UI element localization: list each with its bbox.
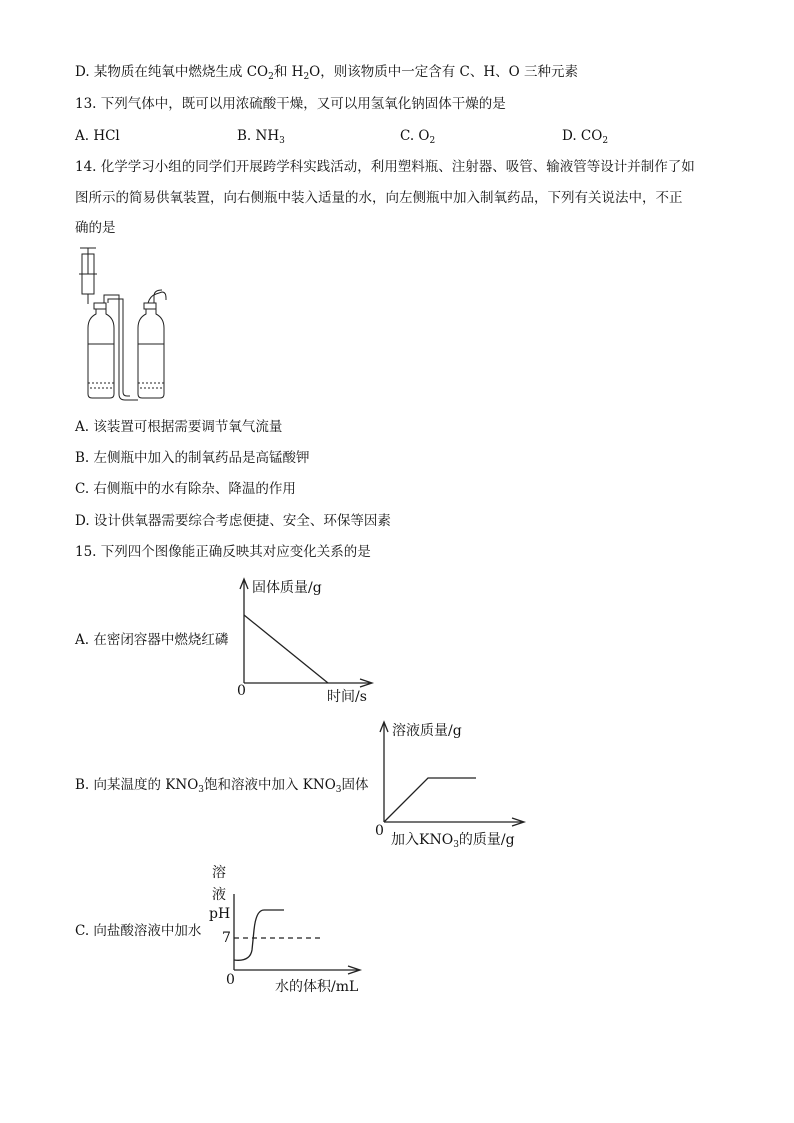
q13-option-d-text: D. CO (562, 128, 603, 144)
right-bottle (130, 292, 166, 400)
graph-c-x-label: 水的体积/mL (275, 979, 359, 995)
q15-option-b-label (75, 776, 369, 799)
q13-option-b (237, 127, 285, 150)
q13-option-c-text: C. O (400, 128, 430, 144)
q13-option-a: A. HCl (75, 128, 120, 144)
subscript: 3 (279, 136, 285, 146)
q14-option-b: B. 左侧瓶中加入的制氧药品是高锰酸钾 (75, 450, 310, 466)
q15-option-a-label: A. 在密闭容器中燃烧红磷 (75, 632, 229, 648)
graph-b-y-label: 溶液质量/g (392, 723, 462, 739)
graph-c-y-label-3: pH (209, 906, 231, 922)
graph-c-origin: 0 (226, 972, 235, 988)
q14-option-c: C. 右侧瓶中的水有除杂、降温的作用 (75, 481, 296, 497)
q15-option-b-text-3: 固体 (341, 777, 369, 793)
graph-b-x-label-text-1: 加入KNO (391, 832, 454, 848)
graph-b-origin: 0 (375, 823, 384, 839)
graph-a-x-label: 时间/s (327, 689, 367, 705)
graph-a-origin: 0 (237, 683, 246, 699)
graph-c-y-label-1: 溶 (212, 865, 226, 881)
graph-c-tick-7: 7 (222, 930, 231, 946)
q14-stem-line-3: 确的是 (75, 220, 116, 236)
q13-stem: 13. 下列气体中，既可以用浓硫酸干燥，又可以用氢氧化钠固体干燥的是 (75, 96, 506, 112)
q14-stem-line-1: 14. 化学学习小组的同学们开展跨学科实践活动，利用塑料瓶、注射器、吸管、输液管等设计并制作了如 (75, 159, 695, 175)
graph-a-y-label: 固体质量/g (252, 580, 322, 596)
subscript: 2 (303, 72, 310, 82)
left-bottle (88, 303, 114, 398)
q13-option-d (562, 127, 608, 150)
q13-option-c (400, 127, 435, 150)
graph-c-curve (234, 910, 284, 960)
q12-option-d-text-3: O，则该物质中一定含有 C、H、O 三种元素 (309, 64, 578, 80)
subscript: 2 (602, 136, 609, 146)
subscript: 2 (268, 72, 274, 82)
subscript: 2 (429, 136, 436, 146)
graph-c-y-label-2: 液 (212, 887, 226, 903)
graph-b-x-label-text-2: 的质量/g (458, 832, 515, 848)
graph-c (220, 880, 370, 980)
subscript: 3 (335, 785, 342, 795)
q12-option-d-text-2: 和 H (273, 64, 304, 80)
q13-option-b-text: B. NH (237, 128, 280, 144)
q15-stem: 15. 下列四个图像能正确反映其对应变化关系的是 (75, 544, 371, 560)
q14-stem-line-2: 图所示的简易供氧装置，向右侧瓶中装入适量的水，向左侧瓶中加入制氧药品，下列有关说法中，不正 (75, 190, 683, 206)
graph-b-x-label (391, 829, 515, 850)
q14-option-a: A. 该装置可根据需要调节氧气流量 (75, 419, 283, 435)
subscript: 3 (198, 785, 204, 795)
q12-option-d-text-1: D. 某物质在纯氧中燃烧生成 CO (75, 64, 269, 80)
q15-option-b-text-2: 饱和溶液中加入 KNO (204, 777, 336, 793)
subscript: 3 (453, 840, 459, 850)
q15-option-c-label: C. 向盐酸溶液中加水 (75, 923, 202, 939)
q12-option-d (75, 63, 578, 86)
connecting-tube (104, 295, 130, 400)
oxygen-supply-apparatus-figure (70, 248, 190, 403)
q15-option-b-text-1: B. 向某温度的 KNO (75, 777, 199, 793)
q14-option-d: D. 设计供氧器需要综合考虑便捷、安全、环保等因素 (75, 513, 391, 529)
graph-a-curve (244, 615, 328, 683)
graph-b-curve (384, 778, 476, 822)
